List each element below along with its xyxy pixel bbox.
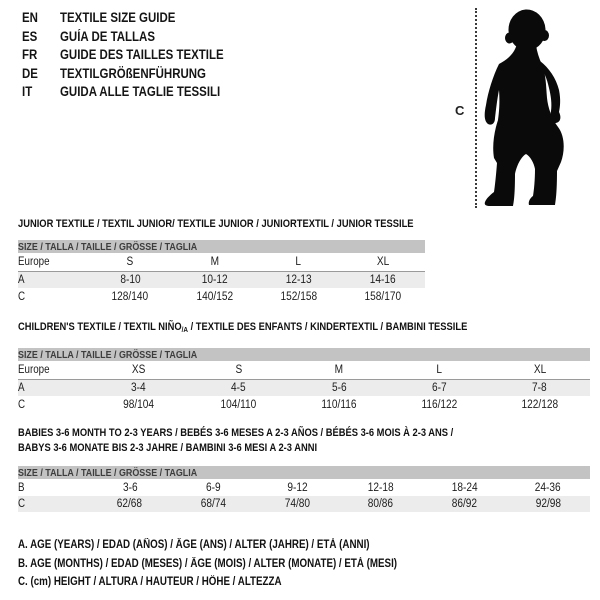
table-cell: [339, 496, 423, 512]
section-title-text: / TEXTILE DES ENFANTS / KINDERTEXTIL / BAMBINI TESSILE: [187, 321, 468, 333]
table-cell: [88, 380, 188, 397]
size-header-text: SIZE / TALLA / TAILLE / GRÖSSE / TAGLIA: [18, 466, 198, 479]
cell-text: 122/128: [521, 398, 559, 411]
section-title-text: BABIES 3-6 MONTH TO 2-3 YEARS / BEBÉS 3-6 MESES A 2-3 AÑOS / BÉBÉS 3-6 MOIS À 2-3 ANS /: [18, 427, 454, 439]
legend: [18, 536, 464, 592]
size-header-bar: [18, 348, 590, 361]
cell-text: 158/170: [364, 290, 402, 303]
table-row-c: [18, 496, 590, 512]
language-row: [22, 28, 253, 47]
cell-text: M: [210, 256, 219, 268]
cell-text: XS: [131, 364, 145, 376]
table-cell: [88, 496, 172, 512]
language-row: [22, 83, 253, 102]
size-header-bar: [18, 466, 590, 479]
cell-text: L: [436, 364, 443, 376]
section-title-babies: [18, 426, 530, 456]
table-row-europe: [18, 253, 425, 272]
section-title-text: BABYS 3-6 MONATE BIS 2-3 JAHRE / BAMBINI 3-6 MESI A 2-3 ANNI: [18, 442, 318, 454]
legend-line-b: [18, 555, 464, 574]
table-cell: [257, 253, 341, 272]
cell-text: 14-16: [369, 274, 396, 286]
cell-text: 92/98: [535, 498, 561, 510]
table-cell: [88, 361, 188, 380]
cell-text: 98/104: [122, 398, 154, 411]
table-cell: [389, 396, 489, 413]
cell-text: 10-12: [201, 274, 228, 286]
legend-text: A. AGE (YEARS) / EDAD (AÑOS) / ÂGE (ANS) / ALTER (JAHRE) / ETÀ (ANNI): [18, 539, 370, 551]
cell-text: C: [18, 398, 26, 411]
language-code: EN: [22, 10, 38, 25]
size-header-text: SIZE / TALLA / TAILLE / GRÖSSE / TAGLIA: [18, 348, 198, 361]
table-cell: [172, 253, 256, 272]
row-label-cell: [18, 496, 88, 512]
cell-text: 80/86: [368, 498, 394, 510]
cell-text: 12-13: [285, 274, 312, 286]
table-row-europe: [18, 361, 590, 380]
baby-body: [485, 44, 564, 206]
table-cell: [423, 496, 507, 512]
row-label-cell: [18, 396, 88, 413]
legend-line-a: [18, 536, 464, 555]
table-cell: [255, 496, 339, 512]
row-label-cell: [18, 380, 88, 397]
size-header-bar: [18, 240, 425, 253]
table-cell: [341, 272, 425, 289]
table-cell: [172, 272, 256, 289]
language-row: [22, 65, 253, 84]
table-cell: [172, 496, 256, 512]
cell-text: C: [18, 290, 26, 303]
cell-text: 4-5: [231, 382, 246, 394]
cell-text: 140/152: [196, 290, 233, 303]
legend-line-c: [18, 573, 464, 592]
row-label-cell: [18, 479, 88, 496]
table-cell: [88, 479, 172, 496]
cell-text: 6-9: [206, 481, 221, 494]
cell-text: A: [18, 274, 25, 286]
table-cell: [88, 288, 172, 305]
cell-text: B: [18, 481, 25, 494]
table-cell: [88, 253, 172, 272]
table-row-a: [18, 272, 425, 289]
table-cell: [506, 479, 590, 496]
cell-text: Europe: [18, 364, 50, 376]
row-label-cell: [18, 288, 88, 305]
cell-text: 8-10: [119, 274, 141, 286]
cell-text: 12-18: [367, 481, 394, 494]
cell-text: 6-7: [432, 382, 447, 394]
table-cell: [257, 272, 341, 289]
legend-text: C. (cm) HEIGHT / ALTURA / HAUTEUR / HÖHE / ALTEZZA: [18, 576, 282, 588]
size-table-junior: [18, 240, 425, 305]
language-code: ES: [22, 28, 38, 44]
language-label: GUIDA ALLE TAGLIE TESSILI: [60, 84, 221, 99]
table-cell: [490, 396, 590, 413]
table-cell: [88, 272, 172, 289]
table-cell: [88, 396, 188, 413]
cell-text: 110/116: [321, 398, 357, 411]
cell-text: 104/110: [220, 398, 257, 411]
row-label-cell: [18, 361, 88, 380]
cell-text: 9-12: [287, 481, 308, 494]
cell-text: 5-6: [331, 382, 347, 394]
cell-text: 74/80: [284, 498, 310, 510]
language-label: GUÍA DE TALLAS: [60, 28, 155, 44]
size-header-text: SIZE / TALLA / TAILLE / GRÖSSE / TAGLIA: [18, 240, 198, 253]
table-row-a: [18, 380, 590, 397]
language-list: [22, 9, 253, 102]
table-cell: [506, 496, 590, 512]
cell-text: A: [18, 382, 25, 394]
size-table-children: [18, 348, 590, 413]
height-c-label: C: [455, 103, 465, 118]
table-cell: [389, 361, 489, 380]
legend-text: B. AGE (MONTHS) / EDAD (MESES) / ÂGE (MOIS) / ALTER (MONATE) / ETÀ (MESI): [18, 557, 398, 570]
table-row-c: [18, 288, 425, 305]
table-cell: [188, 396, 288, 413]
table-cell: [289, 396, 389, 413]
section-title-text: CHILDREN'S TEXTILE / TEXTIL NIÑO: [18, 321, 182, 333]
table-cell: [255, 479, 339, 496]
table-cell: [339, 479, 423, 496]
table-cell: [490, 361, 590, 380]
height-dotted-line: [475, 8, 477, 208]
table-cell: [188, 361, 288, 380]
language-code: DE: [22, 65, 38, 81]
table-cell: [289, 380, 389, 397]
table-cell: [341, 288, 425, 305]
language-row: [22, 9, 253, 28]
language-code: FR: [22, 47, 38, 62]
section-title-subscript: /A: [181, 325, 188, 334]
language-label: TEXTILGRÖßENFÜHRUNG: [60, 65, 206, 81]
cell-text: 18-24: [451, 481, 478, 494]
table-row-c: [18, 396, 590, 413]
section-title-text: JUNIOR TEXTILE / TEXTIL JUNIOR/ TEXTILE JUNIOR / JUNIORTEXTIL / JUNIOR TESSILE: [18, 218, 414, 230]
size-header-row: [18, 466, 590, 479]
table-cell: [490, 380, 590, 397]
size-header-row: [18, 240, 425, 253]
cell-text: Europe: [18, 256, 50, 268]
table-cell: [172, 288, 256, 305]
table-cell: [257, 288, 341, 305]
table-row-b: [18, 479, 590, 496]
cell-text: 62/68: [117, 498, 143, 510]
cell-text: S: [235, 364, 242, 376]
table-cell: [188, 380, 288, 397]
cell-text: 3-4: [130, 382, 146, 394]
language-code: IT: [22, 84, 33, 99]
cell-text: 152/158: [280, 290, 317, 303]
cell-text: 86/92: [451, 498, 478, 510]
cell-text: 3-6: [122, 481, 138, 494]
row-label-cell: [18, 272, 88, 289]
cell-text: 7-8: [532, 382, 548, 394]
section-title-junior: [18, 217, 483, 232]
table-cell: [423, 479, 507, 496]
cell-text: 68/74: [200, 498, 227, 510]
table-cell: [172, 479, 256, 496]
language-label: GUIDE DES TAILLES TEXTILE: [60, 47, 224, 62]
size-table-babies: [18, 466, 590, 512]
cell-text: S: [126, 256, 134, 268]
baby-silhouette-icon: [484, 8, 566, 208]
cell-text: XL: [533, 364, 546, 376]
table-cell: [341, 253, 425, 272]
table-cell: [289, 361, 389, 380]
language-label: TEXTILE SIZE GUIDE: [60, 10, 176, 25]
size-header-row: [18, 348, 590, 361]
cell-text: 24-36: [535, 481, 562, 494]
cell-text: XL: [376, 256, 390, 268]
language-row: [22, 46, 253, 65]
row-label-cell: [18, 253, 88, 272]
section-title-children: [18, 320, 547, 337]
cell-text: C: [18, 498, 26, 510]
cell-text: 116/122: [421, 398, 458, 411]
cell-text: L: [295, 256, 302, 268]
cell-text: M: [334, 364, 344, 376]
cell-text: 128/140: [111, 290, 149, 303]
table-cell: [389, 380, 489, 397]
